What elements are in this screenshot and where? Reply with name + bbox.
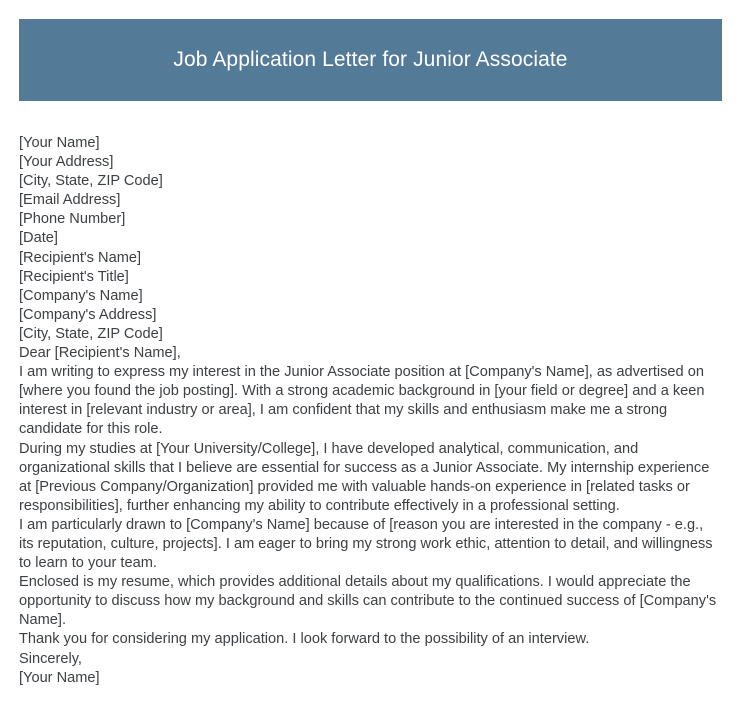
recipient-city-state-zip: [City, State, ZIP Code]: [19, 325, 163, 342]
document-title: Job Application Letter for Junior Associate: [173, 48, 568, 72]
recipient-company-name: [Company's Name]: [19, 287, 143, 304]
letter-body: [19, 134, 719, 688]
body-paragraph-2: During my studies at [Your University/College], I have developed analytical, communication, and organizational skills that I believe are essential for success as a Junior Associate. My internship experience at [Previous Company/Organization] provided me with valuable hands-on experience in [related tasks or responsibilities], further enhancing my ability to contribute effectively in a professional setting.: [19, 440, 710, 514]
body-paragraph-1: I am writing to express my interest in the Junior Associate position at [Company's Name], as advertised on [where you found the job posting]. With a strong academic background in [your field or degree] and a keen interest in [relevant industry or area], I am confident that my skills and enthusiasm make me a strong candidate for this role.: [19, 364, 705, 438]
body-paragraph-4: Enclosed is my resume, which provides additional details about my qualifications. I would appreciate the opportunity to discuss how my background and skills can contribute to the continued success of [Company's Name].: [19, 574, 717, 629]
signature-name: [Your Name]: [19, 669, 100, 686]
body-paragraph-5: Thank you for considering my application. I look forward to the possibility of an interview.: [19, 631, 590, 648]
body-paragraph-3: I am particularly drawn to [Company's Name] because of [reason you are interested in the company - e.g., its reputation, culture, projects]. I am eager to bring my strong work ethic, attention to detail, and willingness to learn to your team.: [19, 516, 713, 572]
sender-address: [Your Address]: [19, 154, 114, 171]
closing-salutation: Sincerely,: [19, 650, 82, 667]
document-header-banner: [19, 19, 722, 101]
recipient-name: [Recipient's Name]: [19, 249, 142, 266]
salutation: Dear [Recipient's Name],: [19, 345, 181, 362]
recipient-company-address: [Company's Address]: [19, 306, 157, 323]
sender-phone: [Phone Number]: [19, 211, 126, 228]
letter-date: [Date]: [19, 230, 58, 247]
sender-city-state-zip: [City, State, ZIP Code]: [19, 173, 163, 190]
recipient-title: [Recipient's Title]: [19, 268, 129, 285]
sender-email: [Email Address]: [19, 192, 121, 209]
sender-name: [Your Name]: [19, 135, 100, 151]
